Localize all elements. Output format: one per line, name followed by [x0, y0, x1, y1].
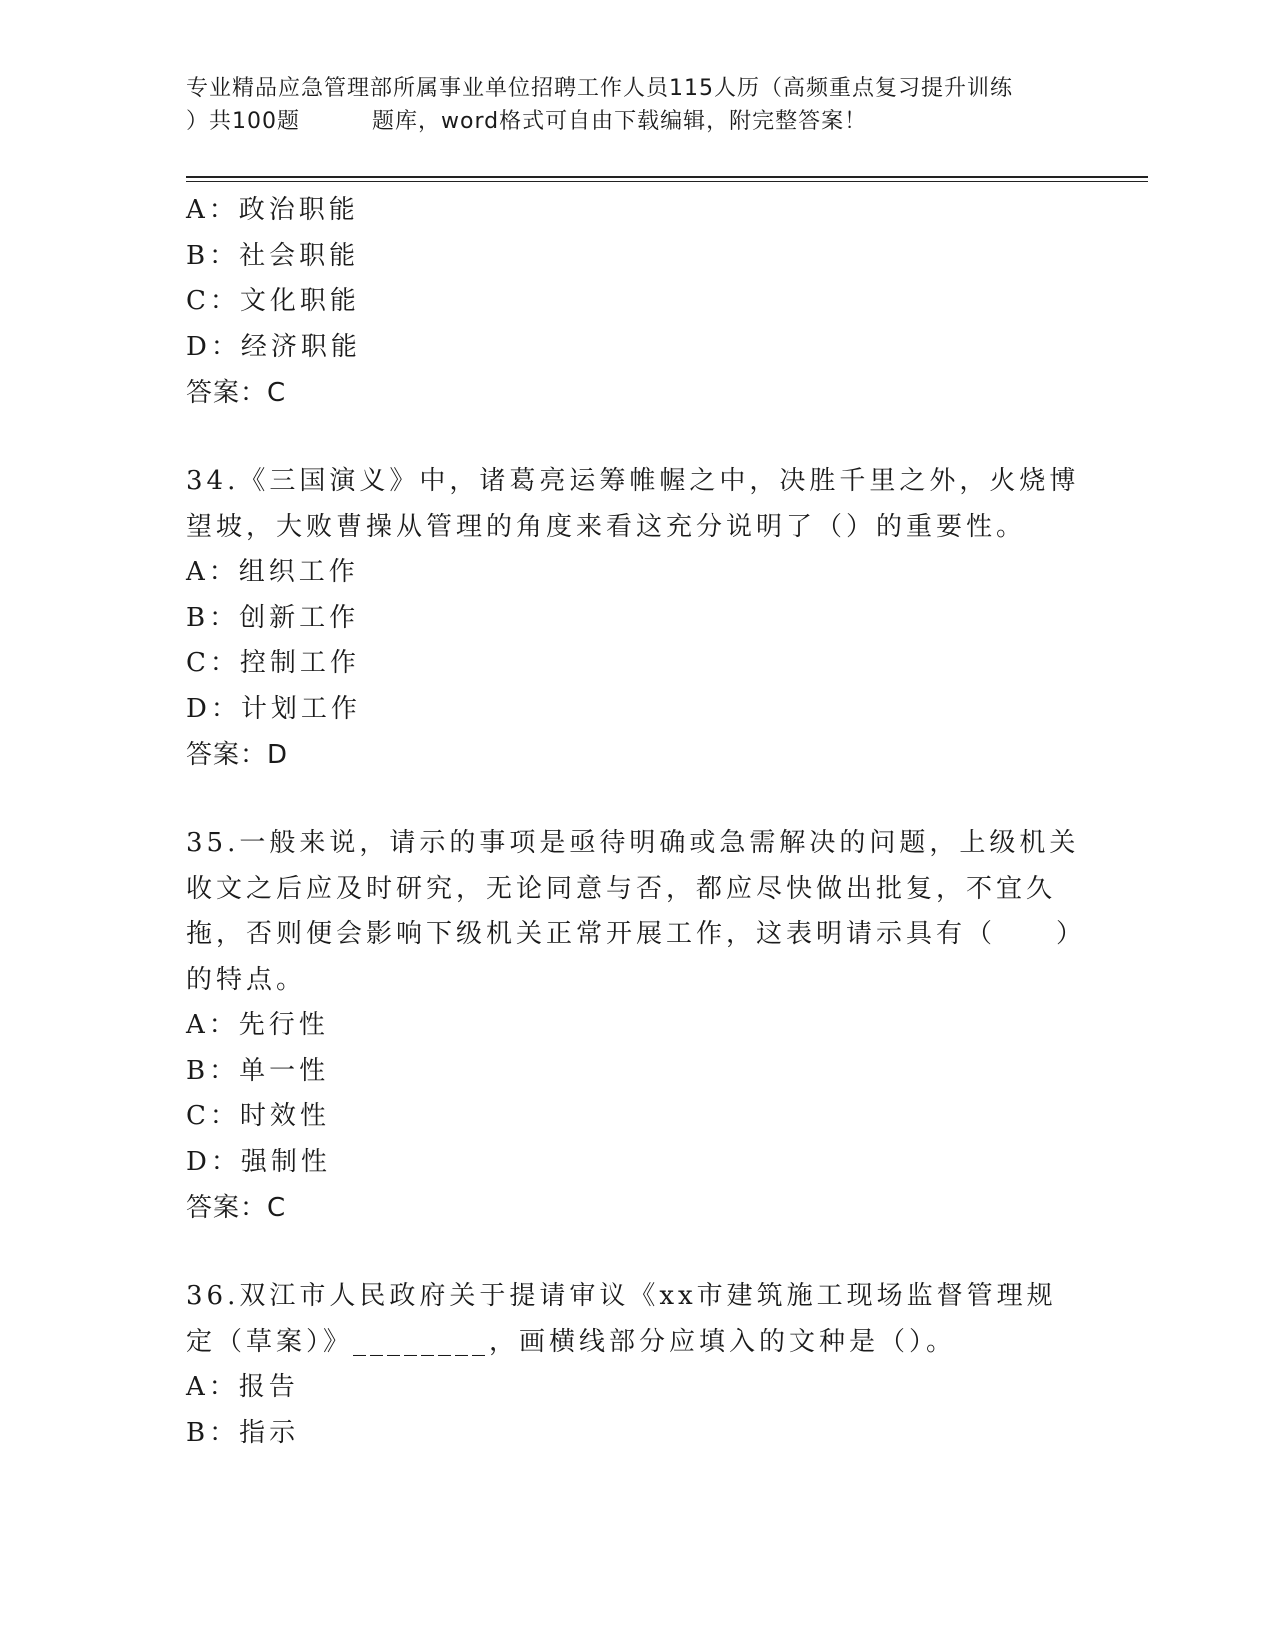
option-b: B：单一性: [186, 1055, 330, 1086]
question-stem: 35.一般来说，请示的事项是亟待明确或急需解决的问题，上级机关收文之后应及时研究，无论同意与否，都应尽快做出批复，不宜久拖，否则便会影响下级机关正常开展工作，这表明请示具有（ ）的特点。: [186, 828, 1087, 995]
question-list: [186, 188, 1086, 1456]
header-line-1: 专业精品应急管理部所属事业单位招聘工作人员115人历（高频重点复习提升训练: [186, 76, 1013, 101]
header-line-2-start: ）共100题: [186, 109, 300, 134]
option-d: D：强制性: [186, 1146, 331, 1177]
option-b: B：创新工作: [186, 602, 360, 633]
question-33: [186, 188, 1086, 416]
question-34: [186, 459, 1086, 778]
option-b: B：指示: [186, 1417, 300, 1448]
option-c: C：控制工作: [186, 648, 360, 678]
option-c: C：文化职能: [186, 286, 360, 316]
question-stem: 36.双江市人民政府关于提请审议《xx市建筑施工现场监督管理规定（草案）》________，画横线部分应填入的文种是（）。: [186, 1281, 1057, 1357]
document-header: [186, 72, 1106, 138]
answer: 答案：C: [186, 1193, 287, 1223]
option-d: D：经济职能: [186, 331, 361, 362]
option-b: B：社会职能: [186, 240, 360, 271]
header-divider-thin: [186, 181, 1148, 182]
question-stem: 34.《三国演义》中，诸葛亮运筹帷幄之中，决胜千里之外，火烧博望坡，大败曹操从管理的角度来看这充分说明了（）的重要性。: [186, 466, 1080, 542]
option-a: A：组织工作: [186, 557, 359, 587]
question-36: [186, 1274, 1086, 1456]
option-c: C：时效性: [186, 1101, 330, 1131]
option-a: A：报告: [186, 1372, 299, 1402]
header-line-2-end: 题库，word格式可自由下载编辑，附完整答案！: [372, 109, 868, 134]
header-divider-thick: [186, 176, 1148, 178]
option-d: D：计划工作: [186, 693, 361, 724]
answer: 答案：C: [186, 378, 287, 408]
option-a: A：政治职能: [186, 195, 359, 225]
answer: 答案：D: [186, 740, 289, 770]
question-35: [186, 821, 1086, 1231]
option-a: A：先行性: [186, 1010, 329, 1040]
header-line-2: [186, 105, 1106, 138]
